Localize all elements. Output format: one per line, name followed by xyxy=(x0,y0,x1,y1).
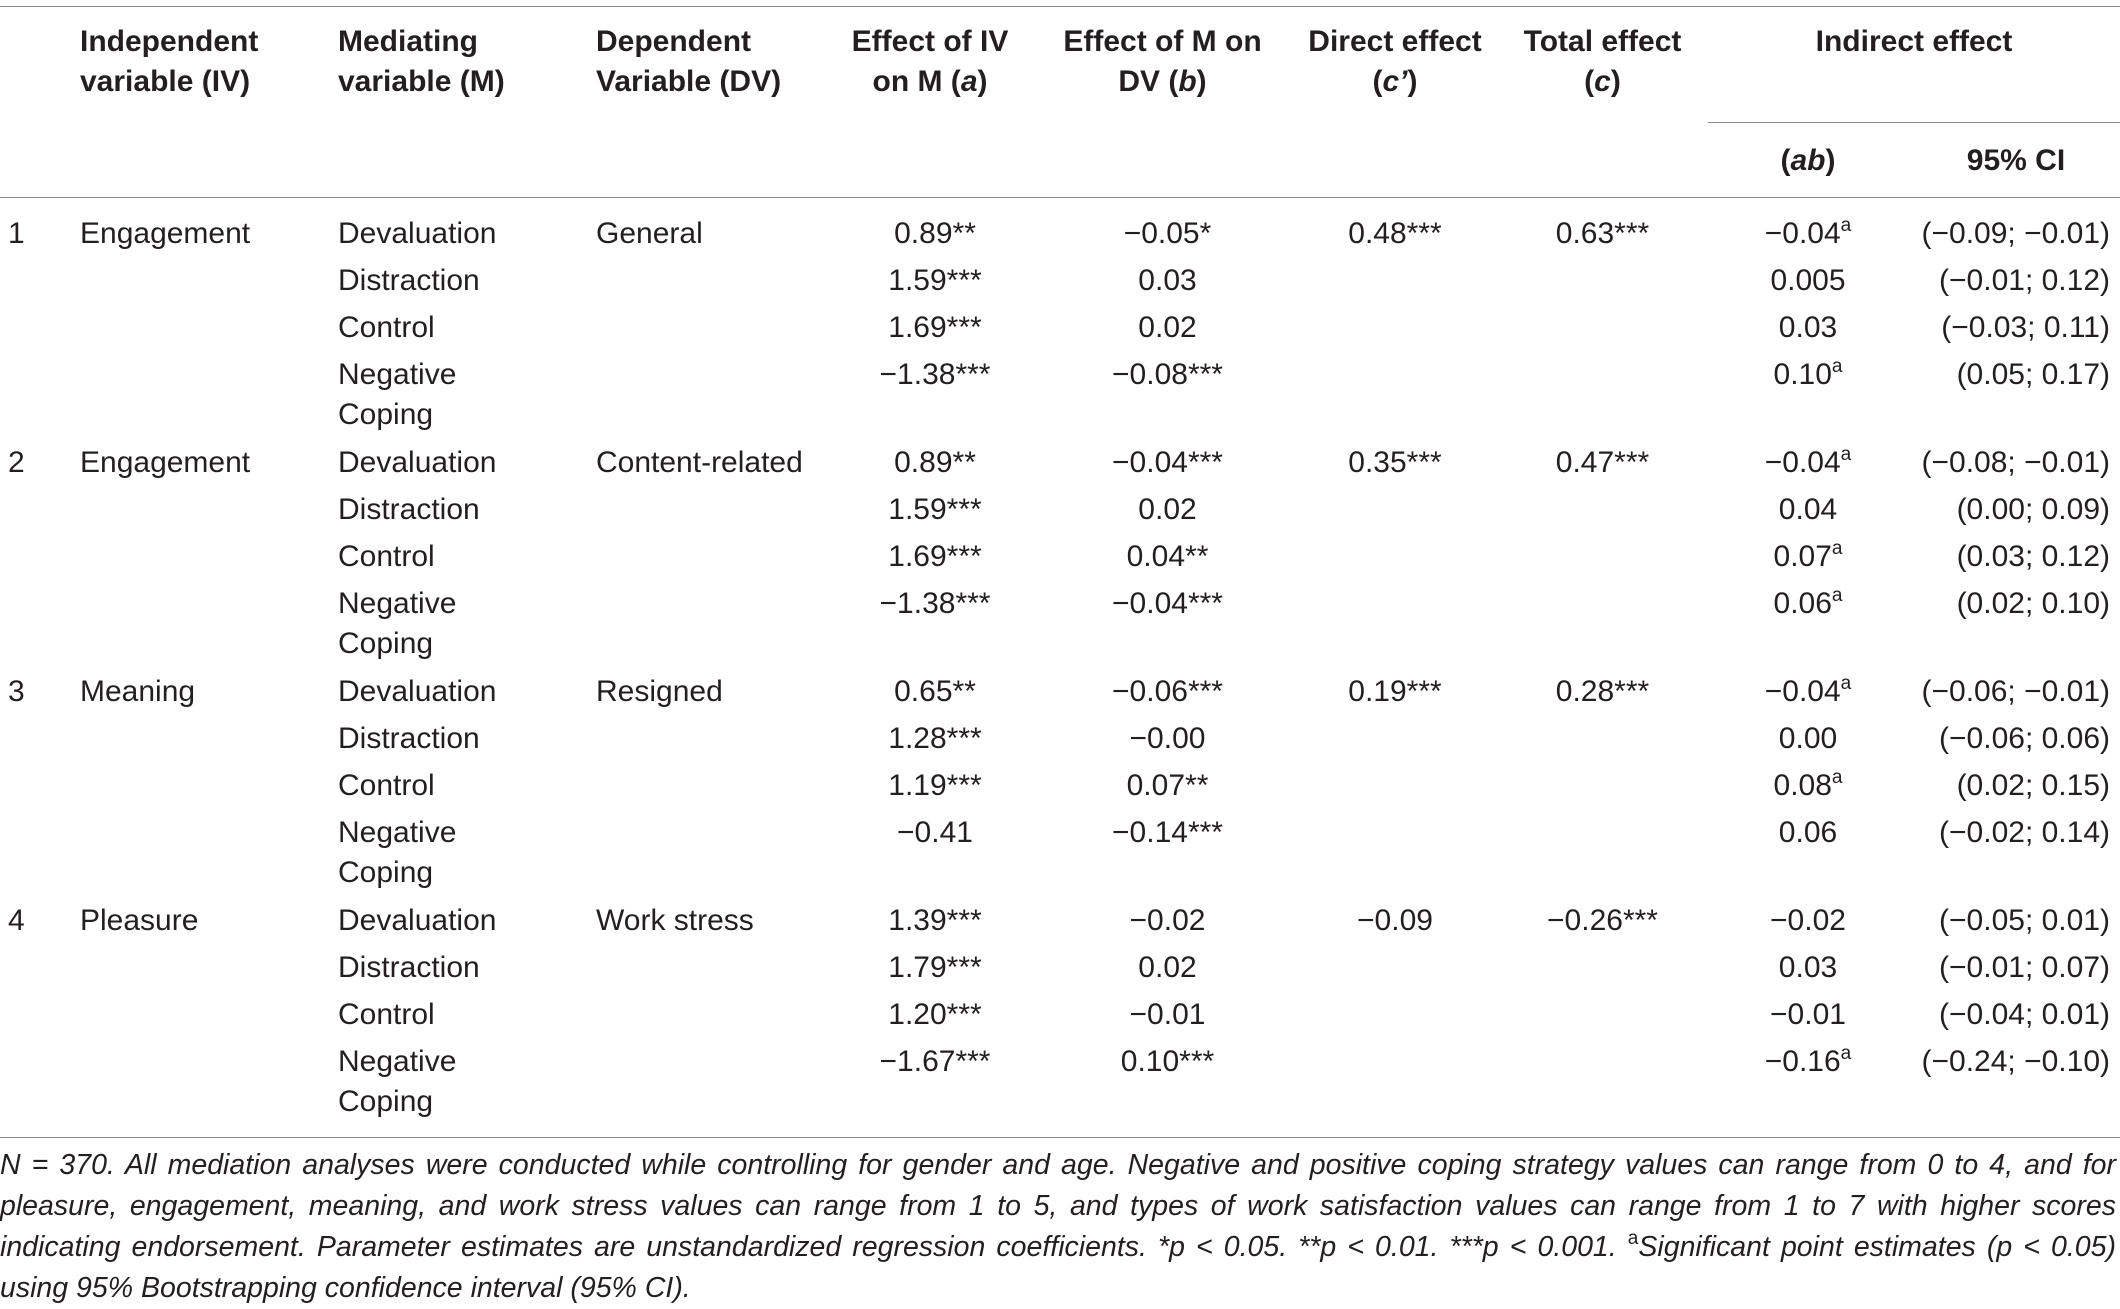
header-c: Total effect (c) xyxy=(1523,25,1682,98)
ci-cell: (−0.06; 0.06) xyxy=(1939,722,2110,755)
mediator-cell: Negative Coping xyxy=(338,358,457,431)
iv-cell: Engagement xyxy=(80,217,251,250)
indirect-ab-value: 0.06 xyxy=(1773,587,1832,620)
indirect-ab-cell xyxy=(1708,214,1908,254)
ci-cell: (0.02; 0.15) xyxy=(1956,769,2110,802)
table-bottom-rule xyxy=(0,1137,2120,1138)
mediator-cell: Control xyxy=(338,311,435,344)
significance-marker: a xyxy=(1840,1043,1852,1064)
effect-a-cell: 1.39*** xyxy=(888,904,982,937)
ci-cell: (0.00; 0.09) xyxy=(1956,493,2110,526)
indirect-ab-value: 0.005 xyxy=(1770,264,1846,297)
effect-b-cell: −0.06*** xyxy=(1112,675,1223,708)
indirect-ab-value: −0.04 xyxy=(1764,217,1841,250)
indirect-ab-value: 0.08 xyxy=(1773,769,1832,802)
mediator-cell: Control xyxy=(338,540,435,573)
effect-a-cell: 1.59*** xyxy=(888,264,982,297)
table-top-rule xyxy=(0,6,2120,7)
effect-a-cell: −1.38*** xyxy=(879,358,991,391)
header-indirect: Indirect effect xyxy=(1815,25,2013,58)
effect-b-cell: 0.10*** xyxy=(1120,1045,1215,1078)
indirect-ab-value: 0.10 xyxy=(1773,358,1832,391)
effect-a-cell: 0.89** xyxy=(894,217,976,250)
header-cp: Direct effect (c’) xyxy=(1308,25,1482,98)
effect-a-cell: 0.89** xyxy=(894,446,976,479)
effect-b-cell: 0.02 xyxy=(1138,951,1197,984)
iv-cell: Pleasure xyxy=(80,904,199,937)
mediator-cell: Control xyxy=(338,998,435,1031)
ci-cell: (−0.05; 0.01) xyxy=(1939,904,2110,937)
ci-cell: (−0.09; −0.01) xyxy=(1921,217,2110,250)
significance-marker: a xyxy=(1840,215,1852,236)
effect-a-cell: 1.19*** xyxy=(888,769,982,802)
effect-b-cell: −0.05* xyxy=(1123,217,1212,250)
dv-cell: General xyxy=(596,217,703,250)
effect-b-cell: −0.04*** xyxy=(1112,587,1223,620)
row-number: 2 xyxy=(8,446,25,479)
effect-a-cell: 1.69*** xyxy=(888,540,982,573)
header-iv: Independent variable (IV) xyxy=(80,25,259,98)
indirect-ab-cell xyxy=(1708,490,1908,530)
effect-b-cell: 0.07** xyxy=(1126,769,1209,802)
ci-cell: (−0.06; −0.01) xyxy=(1921,675,2110,708)
significance-marker: a xyxy=(1840,444,1852,465)
significance-marker: a xyxy=(1831,585,1843,606)
indirect-ab-cell xyxy=(1708,308,1908,348)
ci-cell: (−0.02; 0.14) xyxy=(1939,816,2110,849)
indirect-sub-rule xyxy=(1708,122,2120,123)
dv-cell: Content-related xyxy=(596,446,803,479)
effect-b-cell: −0.04*** xyxy=(1112,446,1223,479)
ci-cell: (−0.03; 0.11) xyxy=(1941,311,2110,344)
indirect-ab-cell xyxy=(1708,261,1908,301)
effect-b-cell: 0.04** xyxy=(1126,540,1209,573)
indirect-ab-cell xyxy=(1708,813,1908,853)
dv-cell: Work stress xyxy=(596,904,754,937)
mediator-cell: Distraction xyxy=(338,264,480,297)
direct-effect-cell: 0.48*** xyxy=(1348,217,1442,250)
effect-a-cell: 1.28*** xyxy=(888,722,982,755)
indirect-ab-value: −0.16 xyxy=(1764,1045,1841,1078)
ci-cell: (−0.01; 0.07) xyxy=(1939,951,2110,984)
total-effect-cell: 0.28*** xyxy=(1555,675,1650,708)
significance-marker: a xyxy=(1831,538,1843,559)
header-b: Effect of M on DV (b) xyxy=(1063,25,1262,98)
indirect-ab-value: −0.04 xyxy=(1764,446,1841,479)
indirect-ab-value: 0.00 xyxy=(1778,722,1838,755)
mediator-cell: Distraction xyxy=(338,493,480,526)
indirect-ab-cell xyxy=(1708,584,1908,624)
effect-b-cell: 0.02 xyxy=(1138,311,1197,344)
effect-b-cell: −0.02 xyxy=(1129,904,1206,937)
indirect-ab-cell xyxy=(1708,901,1908,941)
effect-a-cell: 1.20*** xyxy=(888,998,982,1031)
ci-cell: (−0.24; −0.10) xyxy=(1921,1045,2110,1078)
indirect-ab-value: −0.04 xyxy=(1764,675,1841,708)
row-number: 3 xyxy=(8,675,25,708)
indirect-ab-value: −0.02 xyxy=(1770,904,1846,937)
ci-cell: (−0.04; 0.01) xyxy=(1939,998,2110,1031)
effect-a-cell: −0.41 xyxy=(897,816,973,849)
indirect-ab-cell xyxy=(1708,1042,1908,1082)
effect-b-cell: 0.02 xyxy=(1138,493,1197,526)
mediator-cell: Devaluation xyxy=(338,675,497,708)
header-bottom-rule xyxy=(0,197,2120,198)
direct-effect-cell: 0.35*** xyxy=(1348,446,1442,479)
ci-cell: (0.02; 0.10) xyxy=(1956,587,2110,620)
mediator-cell: Devaluation xyxy=(338,446,497,479)
ci-cell: (−0.01; 0.12) xyxy=(1939,264,2110,297)
indirect-ab-cell xyxy=(1708,355,1908,395)
indirect-ab-value: 0.06 xyxy=(1778,816,1838,849)
indirect-ab-value: 0.03 xyxy=(1778,311,1838,344)
header-a: Effect of IV on M (a) xyxy=(851,25,1009,98)
effect-a-cell: −1.67*** xyxy=(879,1045,991,1078)
effect-a-cell: 1.59*** xyxy=(888,493,982,526)
iv-cell: Meaning xyxy=(80,675,196,708)
effect-a-cell: 1.79*** xyxy=(888,951,982,984)
indirect-ab-cell xyxy=(1708,948,1908,988)
mediator-cell: Negative Coping xyxy=(338,816,457,889)
header-ci: 95% CI xyxy=(1966,144,2066,177)
mediator-cell: Distraction xyxy=(338,951,480,984)
significance-marker: a xyxy=(1840,673,1852,694)
direct-effect-cell: −0.09 xyxy=(1357,904,1433,937)
effect-b-cell: −0.14*** xyxy=(1112,816,1223,849)
dv-cell: Resigned xyxy=(596,675,723,708)
mediator-cell: Negative Coping xyxy=(338,587,457,660)
significance-marker: a xyxy=(1831,356,1843,377)
effect-b-cell: −0.08*** xyxy=(1112,358,1223,391)
header-dv: Dependent Variable (DV) xyxy=(596,25,782,98)
mediator-cell: Control xyxy=(338,769,435,802)
significance-marker: a xyxy=(1831,767,1843,788)
direct-effect-cell: 0.19*** xyxy=(1348,675,1442,708)
effect-a-cell: −1.38*** xyxy=(879,587,991,620)
indirect-ab-cell xyxy=(1708,443,1908,483)
row-number: 4 xyxy=(8,904,25,937)
iv-cell: Engagement xyxy=(80,446,251,479)
table-footnote: N = 370. All mediation analyses were conducted while controlling for gender and age. Negative and positive coping strategy values can range from 0 to 4, and for pleasure, engagement, meaning, and work stress values can range from 1 to 5, and types of work satisfaction values can range from 1 to 7 with higher scores indicating endorsement. Parameter estimates are unstandardized regression coefficients. *p < 0.05. **p < 0.01. ***p < 0.001. $^a$Significant point estimates (p < 0.05) using 95% Bootstrapping confidence interval (95% CI). xyxy=(0,1149,2116,1304)
effect-b-cell: −0.01 xyxy=(1129,998,1206,1031)
effect-a-cell: 0.65** xyxy=(894,675,976,708)
mediator-cell: Devaluation xyxy=(338,904,497,937)
total-effect-cell: 0.47*** xyxy=(1555,446,1650,479)
indirect-ab-value: 0.07 xyxy=(1773,540,1832,573)
indirect-ab-cell xyxy=(1708,766,1908,806)
indirect-ab-cell xyxy=(1708,672,1908,712)
mediator-cell: Negative Coping xyxy=(338,1045,457,1118)
ci-cell: (0.05; 0.17) xyxy=(1956,358,2110,391)
effect-b-cell: 0.03 xyxy=(1138,264,1197,297)
row-number: 1 xyxy=(8,217,25,250)
ci-cell: (0.03; 0.12) xyxy=(1956,540,2110,573)
indirect-ab-cell xyxy=(1708,537,1908,577)
indirect-ab-value: 0.04 xyxy=(1778,493,1838,526)
header-m: Mediating variable (M) xyxy=(338,25,505,98)
effect-a-cell: 1.69*** xyxy=(888,311,982,344)
mediator-cell: Devaluation xyxy=(338,217,497,250)
effect-b-cell: −0.00 xyxy=(1129,722,1206,755)
ci-cell: (−0.08; −0.01) xyxy=(1921,446,2110,479)
total-effect-cell: 0.63*** xyxy=(1555,217,1650,250)
total-effect-cell: −0.26*** xyxy=(1547,904,1658,937)
header-ab: (ab) xyxy=(1780,144,1836,177)
mediator-cell: Distraction xyxy=(338,722,480,755)
indirect-ab-value: 0.03 xyxy=(1778,951,1838,984)
indirect-ab-value: −0.01 xyxy=(1770,998,1846,1031)
indirect-ab-cell xyxy=(1708,995,1908,1035)
indirect-ab-cell xyxy=(1708,719,1908,759)
